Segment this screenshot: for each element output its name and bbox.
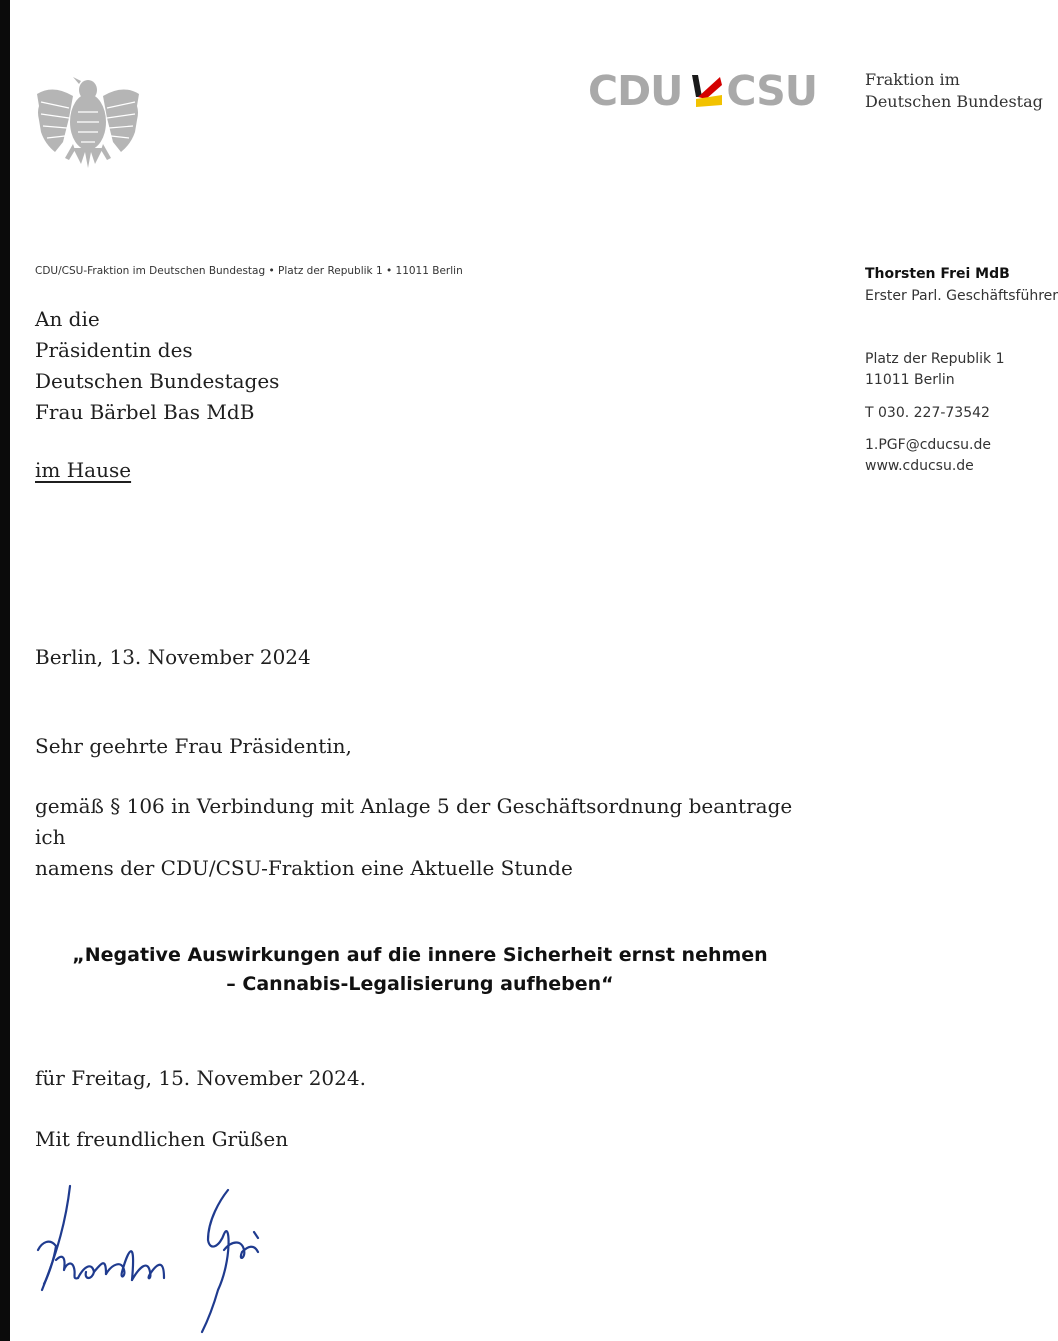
bundesadler-icon	[33, 72, 143, 172]
logo-csu-text: CSU	[726, 67, 818, 115]
letter-salutation: Sehr geehrte Frau Präsidentin,	[35, 734, 352, 758]
letter-closing: Mit freundlichen Grüßen	[35, 1127, 289, 1151]
left-edge-border	[0, 0, 10, 1341]
paragraph-line-1: gemäß § 106 in Verbindung mit Anlage 5 der Geschäftsordnung beantrage ich	[35, 794, 793, 849]
fraktion-line-1: Fraktion im	[865, 70, 960, 89]
sender-return-address: CDU/CSU-Fraktion im Deutschen Bundestag • Platz der Republik 1 • 11011 Berlin	[35, 265, 463, 277]
sender-name: Thorsten Frei MdB	[865, 266, 1010, 282]
im-hause-label: im Hause	[35, 458, 132, 482]
subject-line-2: – Cannabis-Legalisierung aufheben“	[226, 973, 614, 995]
cdu-csu-flag-mark	[684, 71, 724, 111]
letter-paragraph	[35, 791, 825, 884]
handwritten-signature	[32, 1180, 282, 1340]
cdu-csu-logo	[588, 67, 818, 115]
letter-subject	[60, 941, 780, 999]
letter-date: Berlin, 13. November 2024	[35, 645, 311, 669]
recipient-address	[35, 304, 279, 428]
subject-line-1: „Negative Auswirkungen auf die innere Sicherheit ernst nehmen	[72, 944, 768, 966]
sender-website: www.cducsu.de	[865, 458, 974, 474]
sender-address-city: 11011 Berlin	[865, 372, 955, 388]
letter-date-line: für Freitag, 15. November 2024.	[35, 1066, 366, 1090]
recipient-line-2: Präsidentin des	[35, 338, 193, 362]
sender-role: Erster Parl. Geschäftsführer	[865, 288, 1058, 304]
recipient-line-1: An die	[35, 307, 100, 331]
sender-email: 1.PGF@cducsu.de	[865, 437, 991, 453]
logo-cdu-text: CDU	[588, 67, 683, 115]
sender-phone: T 030. 227-73542	[865, 405, 990, 421]
paragraph-line-2: namens der CDU/CSU-Fraktion eine Aktuelle Stunde	[35, 856, 573, 880]
fraktion-line-2: Deutschen Bundestag	[865, 92, 1043, 111]
recipient-line-4: Frau Bärbel Bas MdB	[35, 400, 255, 424]
sender-address-street: Platz der Republik 1	[865, 351, 1005, 367]
fraktion-label	[865, 69, 1043, 113]
recipient-line-3: Deutschen Bundestages	[35, 369, 280, 393]
